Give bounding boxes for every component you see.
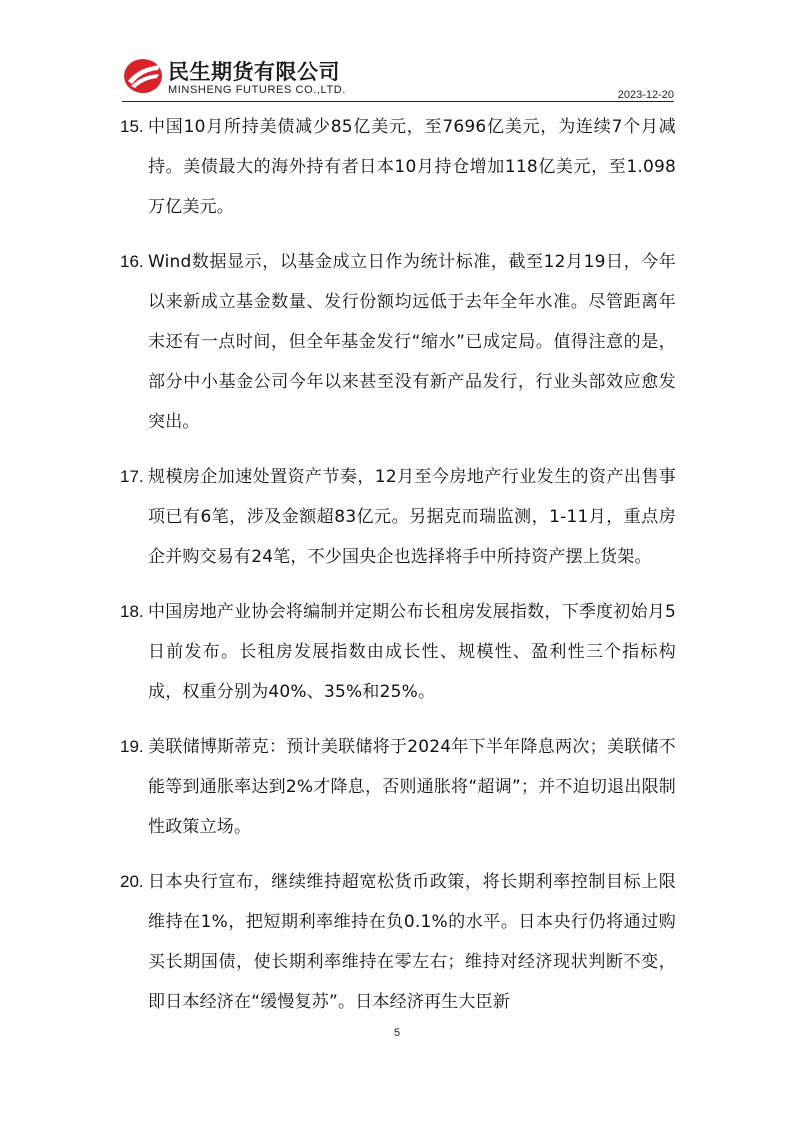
list-item — [120, 592, 676, 712]
page-header — [122, 52, 674, 104]
item-number: 19. — [120, 737, 144, 756]
item-number: 16. — [120, 252, 144, 271]
minsheng-logo-icon — [122, 55, 164, 97]
item-text: 中国10月所持美债减少85亿美元，至7696亿美元，为连续7个月减持。美债最大的海外持有者日本10月持仓增加118亿美元，至1.098万亿美元。 — [148, 117, 676, 217]
item-number: 15. — [120, 117, 144, 136]
item-number: 17. — [120, 467, 144, 486]
item-text: 美联储博斯蒂克：预计美联储将于2024年下半年降息两次；美联储不能等到通胀率达到2%才降息，否则通胀将“超调”；并不迫切退出限制性政策立场。 — [148, 737, 676, 837]
item-number: 18. — [120, 602, 144, 621]
news-list — [120, 107, 676, 1037]
item-text: 中国房地产业协会将编制并定期公布长租房发展指数，下季度初始月5日前发布。长租房发展指数由成长性、规模性、盈利性三个指标构成，权重分别为40%、35%和25%。 — [148, 602, 676, 702]
list-item — [120, 457, 676, 577]
company-name-en: MINSHENG FUTURES CO.,LTD. — [168, 84, 346, 96]
list-item — [120, 107, 676, 227]
page-number: 5 — [393, 1027, 401, 1039]
report-date: 2023-12-20 — [617, 89, 674, 101]
item-number: 20. — [120, 872, 144, 891]
list-item — [120, 727, 676, 847]
item-text: 规模房企加速处置资产节奏，12月至今房地产行业发生的资产出售事项已有6笔，涉及金额超83亿元。另据克而瑞监测，1-11月，重点房企并购交易有24笔，不少国央企也选择将手中所持资产摆上货架。 — [148, 467, 676, 567]
company-name-cn: 民生期货有限公司 — [168, 60, 340, 84]
item-text: 日本央行宣布，继续维持超宽松货币政策，将长期利率控制目标上限维持在1%，把短期利率维持在负0.1%的水平。日本央行仍将通过购买长期国债，使长期利率维持在零左右；维持对经济现状判断不变，即日本经济在“缓慢复苏”。日本经济再生大臣新 — [148, 872, 676, 1012]
list-item — [120, 242, 676, 442]
list-item — [120, 862, 676, 1022]
item-text: Wind数据显示，以基金成立日作为统计标准，截至12月19日，今年以来新成立基金数量、发行份额均远低于去年全年水准。尽管距离年末还有一点时间，但全年基金发行“缩水”已成定局。值得注意的是，部分中小基金公司今年以来甚至没有新产品发行，行业头部效应愈发突出。 — [148, 252, 676, 432]
header-divider — [122, 101, 674, 102]
